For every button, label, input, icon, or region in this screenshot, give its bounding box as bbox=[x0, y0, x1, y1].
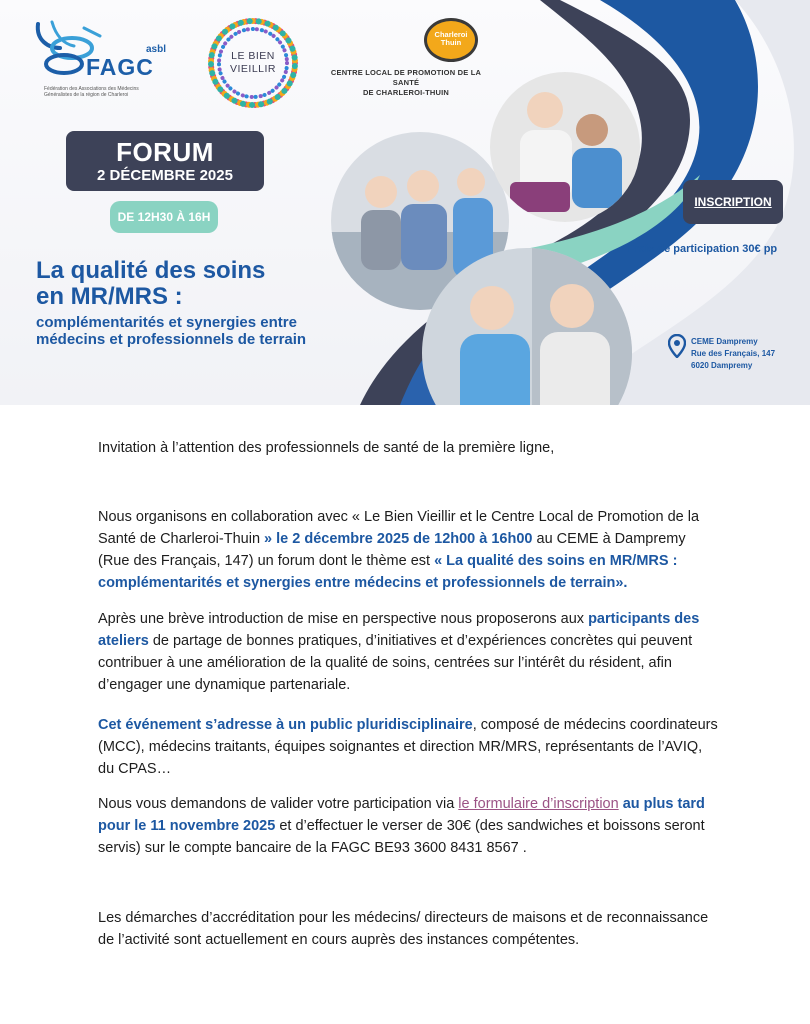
clps-caption bbox=[318, 68, 494, 98]
banner-main-title bbox=[36, 258, 336, 310]
intro-paragraph bbox=[98, 506, 718, 594]
photo-caregiver-elderly-man bbox=[490, 72, 640, 222]
forum-title: FORUM bbox=[116, 137, 214, 167]
workshops-text-c: de partage de bonnes pratiques, d’initiatives et d’expériences concrètes qui peuvent contribuer à une amélioration de la qualité de soins, centrées sur l’intérêt du résident, afin d’engager une dynamique partenariale. bbox=[98, 633, 693, 693]
address-line2: Rue des Français, 147 bbox=[691, 349, 776, 358]
audience-paragraph bbox=[98, 714, 718, 780]
clps-caption-line1: CENTRE LOCAL DE PROMOTION DE LA SANTÉ bbox=[330, 68, 482, 87]
bv-line1: LE BIEN bbox=[231, 50, 275, 62]
ct-line2: Thuin bbox=[440, 38, 462, 47]
forum-date-box bbox=[66, 131, 264, 191]
banner-subtitle bbox=[36, 314, 356, 348]
fagc-subtitle: Fédération des Associations des Médecins Généralistes de la région de Charleroi bbox=[44, 86, 139, 98]
workshops-paragraph bbox=[98, 608, 718, 696]
fagc-name: FAGC bbox=[86, 54, 154, 80]
participation-fee: Frais de participation 30€ pp bbox=[628, 243, 778, 255]
venue-address bbox=[691, 336, 801, 372]
charleroi-thuin-logo bbox=[420, 18, 480, 68]
le-bien-vieillir-text bbox=[206, 50, 300, 76]
registration-paragraph bbox=[98, 793, 718, 859]
workshops-highlight: participants des ateliers bbox=[98, 611, 700, 649]
registration-text-c: et d’effectuer le verser de 30€ (des sandwiches et boissons seront servis) sur le compte bancaire de la FAGC BE93 3600 8431 8567 . bbox=[98, 818, 705, 856]
address-line3: 6020 Dampremy bbox=[691, 361, 753, 370]
accreditation-paragraph: Les démarches d’accréditation pour les médecins/ directeurs de maisons et de reconnaissance de l’activité sont actuellement en cours auprès des instances compétentes. bbox=[98, 910, 709, 948]
intro-text-c: au CEME à Dampremy (Rue des Français, 147) un forum dont le thème est bbox=[98, 531, 686, 569]
fagc-asbl: asbl bbox=[146, 44, 167, 55]
time-badge: DE 12H30 À 16H bbox=[110, 201, 218, 233]
audience-text-b: , composé de médecins coordinateurs (MCC), médecins traitants, équipes soignantes et direction MR/MRS, représentants de l’AVIQ, du CPAS… bbox=[98, 717, 718, 777]
workshops-text-a: Après une brève introduction de mise en perspective nous proposerons aux bbox=[98, 611, 589, 627]
greeting-paragraph: Invitation à l’attention des professionnels de santé de la première ligne, bbox=[98, 440, 555, 456]
intro-text-a: Nous organisons en collaboration avec « Le Bien Vieillir et le Centre Local de Promotion de la Santé de Charleroi-Thuin bbox=[98, 509, 700, 547]
inscription-button[interactable]: INSCRIPTION bbox=[683, 180, 783, 224]
subtitle-line1: complémentarités et synergies entre bbox=[36, 314, 297, 331]
clps-caption-line2: DE CHARLEROI-THUIN bbox=[362, 88, 450, 97]
forum-date: 2 DÉCEMBRE 2025 bbox=[97, 167, 233, 184]
title-line2: en MR/MRS : bbox=[36, 283, 183, 310]
le-bien-vieillir-logo bbox=[206, 16, 300, 110]
intro-date: » le 2 décembre 2025 de 12h00 à 16h00 bbox=[264, 531, 533, 547]
charleroi-thuin-badge-text bbox=[424, 31, 478, 47]
event-banner bbox=[0, 0, 810, 405]
title-line1: La qualité des soins bbox=[36, 257, 266, 284]
map-pin-icon bbox=[668, 334, 686, 358]
audience-highlight: Cet événement s’adresse à un public pluridisciplinaire bbox=[98, 717, 473, 733]
intro-theme: « La qualité des soins en MR/MRS : complémentarités et synergies entre médecins et professionnels de terrain». bbox=[98, 553, 678, 591]
registration-text-a: Nous vous demandons de valider votre participation via bbox=[98, 796, 459, 812]
subtitle-line2: médecins et professionnels de terrain bbox=[36, 331, 307, 348]
registration-deadline: au plus tard pour le 11 novembre 2025 bbox=[98, 796, 705, 834]
registration-form-link[interactable]: le formulaire d’inscription bbox=[458, 796, 619, 812]
ct-line1: Charleroi bbox=[434, 30, 468, 39]
address-line1: CEME Dampremy bbox=[691, 337, 758, 346]
fagc-logo bbox=[34, 18, 167, 104]
bv-line2: VIEILLIR bbox=[229, 63, 277, 75]
